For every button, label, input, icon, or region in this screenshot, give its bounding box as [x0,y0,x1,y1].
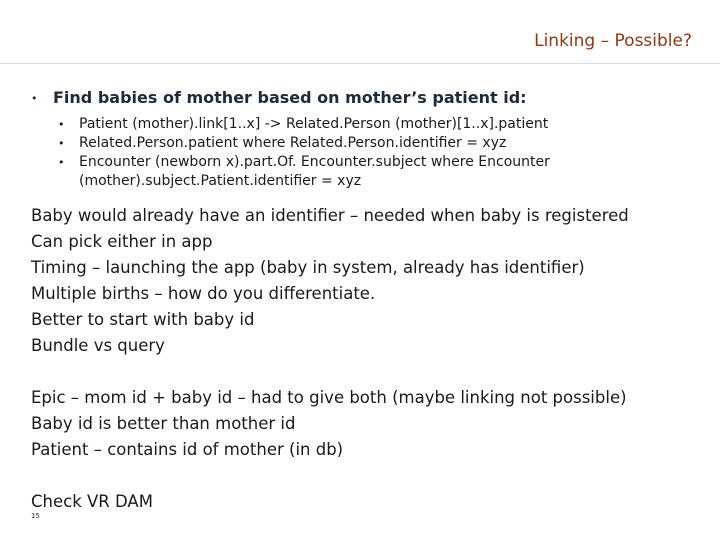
note-line: Timing – launching the app (baby in system, already has identifier) [31,258,585,277]
sub-bullet-item [58,115,698,134]
note-line: Better to start with baby id [31,310,255,329]
sub-bullet-text: Related.Person.patient where Related.Person.identifier = xyz [79,135,507,151]
note-line: Multiple births – how do you differentiate. [31,284,376,303]
sub-bullet-list [58,115,698,191]
note-line: Bundle vs query [31,336,165,355]
title-divider [0,63,720,64]
sub-bullet-text: Patient (mother).link[1..x] -> Related.Person (mother)[1..x].patient [79,116,549,132]
bullet-dot-icon: • [58,137,65,150]
note-line: Baby id is better than mother id [31,414,296,433]
note-line: Baby would already have an identifier – needed when baby is registered [31,206,629,225]
note-line: Patient – contains id of mother (in db) [31,440,344,459]
page-number: 15 [31,512,40,520]
sub-bullet-text: Encounter (newborn x).part.Of. Encounter.subject where Encounter (mother).subject.Patient.identifier = xyz [79,154,550,189]
bullet-dot-icon: • [31,92,38,105]
notes-group-2 [31,385,627,463]
slide-title: Linking – Possible? [534,31,692,51]
sub-bullet-item [58,134,698,153]
note-line: Epic – mom id + baby id – had to give both (maybe linking not possible) [31,388,627,407]
notes-group-1 [31,203,629,359]
main-bullet [31,88,527,107]
bullet-dot-icon: • [58,156,65,169]
sub-bullet-item [58,153,698,191]
note-line: Can pick either in app [31,232,213,251]
note-line: Check VR DAM [31,492,153,511]
main-bullet-text: Find babies of mother based on mother’s patient id: [53,88,527,107]
notes-group-3 [31,489,153,515]
bullet-dot-icon: • [58,118,65,131]
